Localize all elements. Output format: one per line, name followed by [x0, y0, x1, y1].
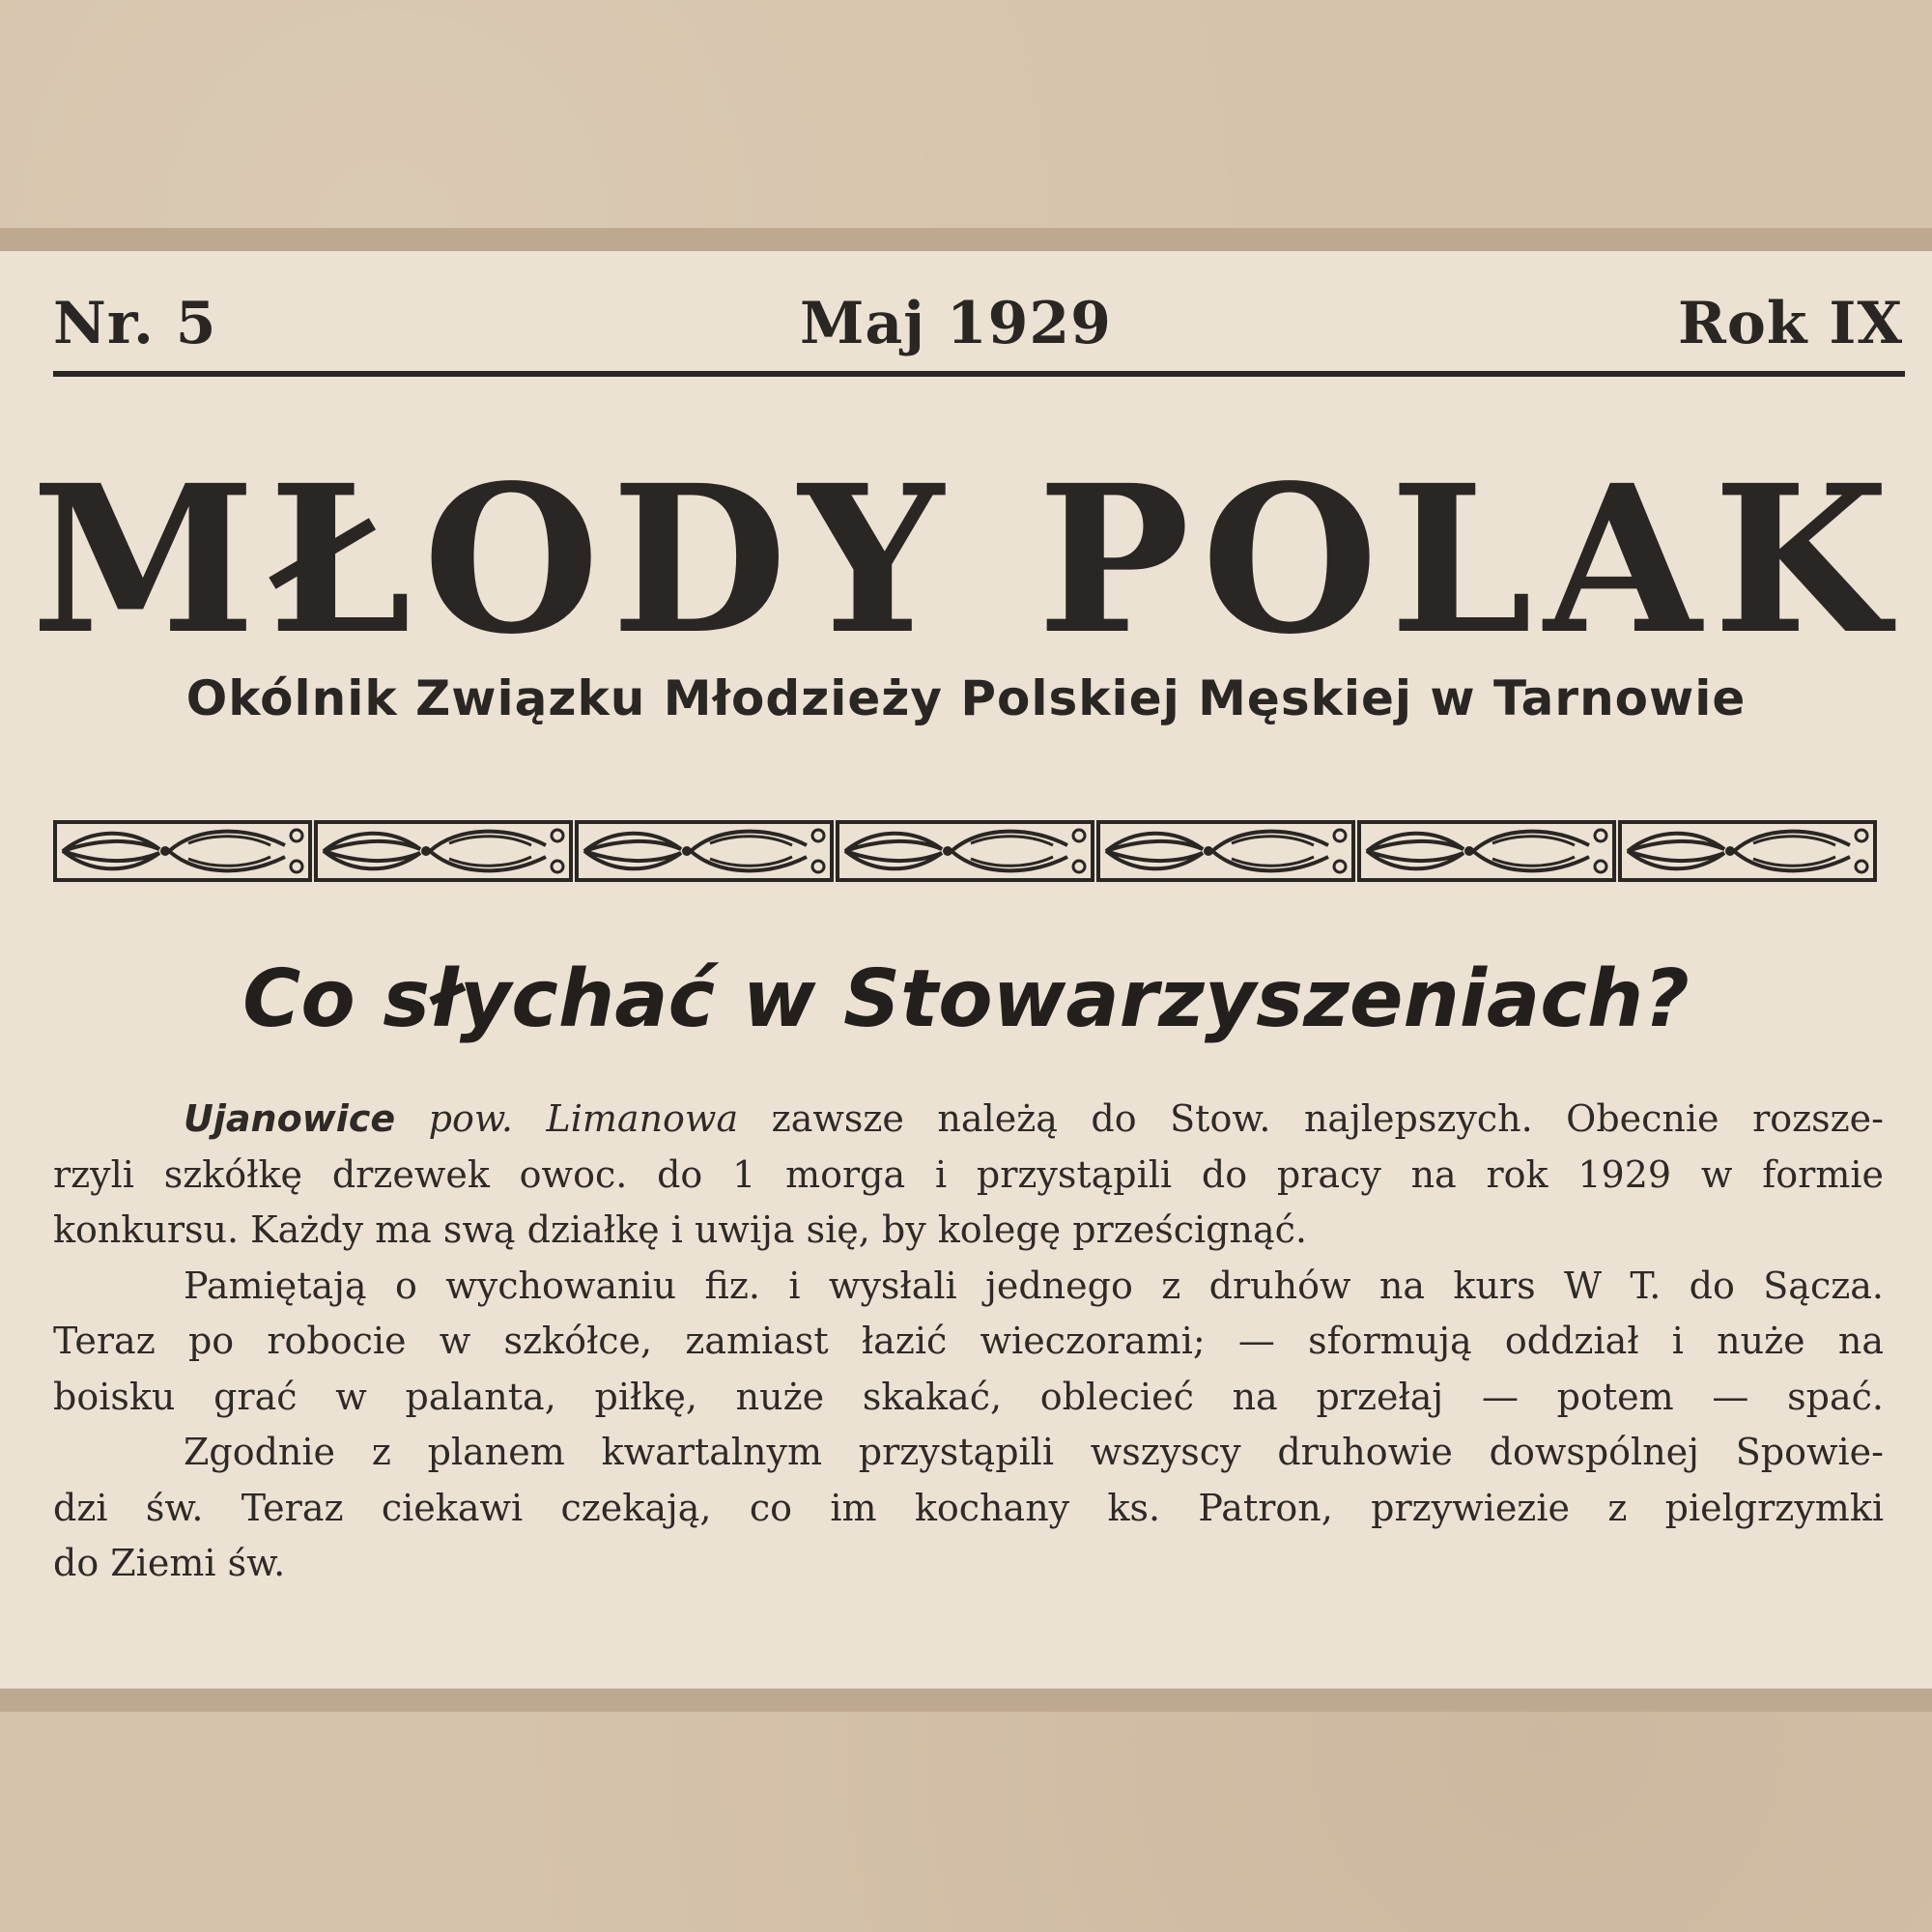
article-line	[53, 1092, 1884, 1148]
article-line: Zgodnie z planem kwartalnym przystąpili wszyscy druhowie dowspólnej Spowie-	[184, 1431, 1884, 1473]
article-line-text: zawsze należą do Stow. najlepszych. Obecnie rozsze-	[771, 1097, 1884, 1140]
article-line: rzyli szkółkę drzewek owoc. do 1 morga i przystąpili do pracy na rok 1929 w formie	[53, 1152, 1884, 1196]
newspaper-title: MŁODY POLAK	[31, 440, 1901, 679]
issue-date: Maj 1929	[800, 290, 1112, 357]
article-place: Ujanowice	[184, 1097, 396, 1140]
article-line: Pamiętają o wychowaniu fiz. i wysłali jednego z druhów na kurs W T. do Sącza.	[184, 1264, 1884, 1307]
decorative-ornament-border	[53, 816, 1884, 886]
issue-year: Rok IX	[1678, 290, 1903, 357]
article-line: boisku grać w palanta, piłkę, nuże skakać, oblecieć na przełaj — potem — spać.	[53, 1375, 1884, 1418]
section-heading: Co słychać w Stowarzyszeniach?	[242, 953, 1690, 1045]
article-line: do Ziemi św.	[53, 1542, 286, 1584]
article-line: konkursu. Każdy ma swą działkę i uwija się, by kolegę prześcignąć.	[53, 1208, 1307, 1251]
masthead-rule	[53, 371, 1905, 377]
issue-number: Nr. 5	[53, 290, 217, 357]
newspaper-subtitle: Okólnik Związku Młodzieży Polskiej Męskiej w Tarnowie	[185, 670, 1747, 726]
article-line: dzi św. Teraz ciekawi czekają, co im kochany ks. Patron, przywiezie z pielgrzymki	[53, 1486, 1884, 1529]
article-line: Teraz po robocie w szkółce, zamiast łazić wieczorami; — sformują oddział i nuże na	[53, 1320, 1884, 1362]
article-district: pow. Limanowa	[428, 1097, 739, 1140]
article-body	[53, 1092, 1884, 1592]
